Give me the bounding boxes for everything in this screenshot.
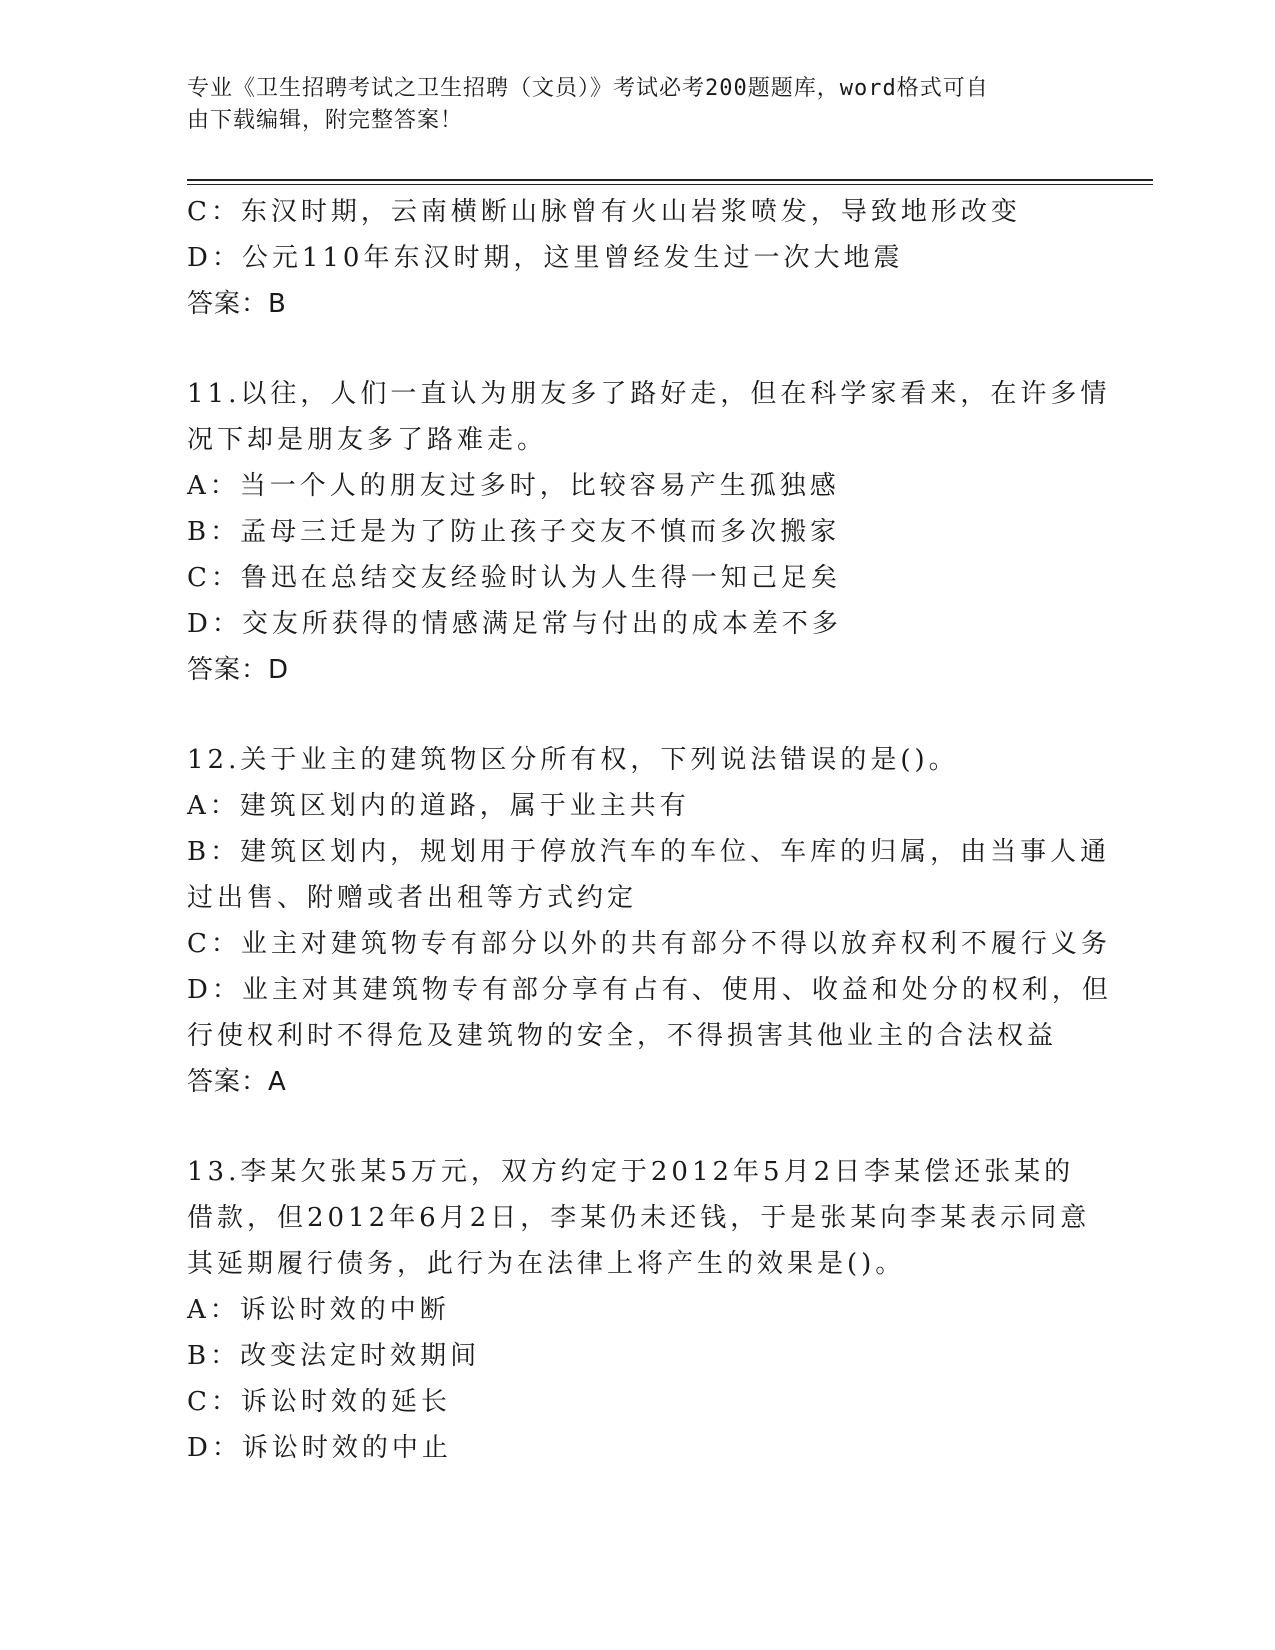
answer-line: 答案：A [187,1067,287,1097]
header-divider-thick [187,179,1153,181]
question-stem: 12.关于业主的建筑物区分所有权，下列说法错误的是()。 [187,745,959,775]
option-a: A：建筑区划内的道路，属于业主共有 [187,791,690,821]
question-stem: 11.以往，人们一直认为朋友多了路好走，但在科学家看来，在许多情 [187,379,1111,409]
option-d: D：业主对其建筑物专有部分享有占有、使用、收益和处分的权利，但 [187,975,1112,1005]
option-a: A：诉讼时效的中断 [187,1295,450,1325]
option-c: C：业主对建筑物专有部分以外的共有部分不得以放弃权利不履行义务 [187,929,1111,959]
option-c: C：鲁迅在总结交友经验时认为人生得一知己足矣 [187,563,841,593]
question-stem: 13.李某欠张某5万元，双方约定于2012年5月2日李某偿还张某的 [187,1157,1075,1187]
question-stem: 借款，但2012年6月2日，李某仍未还钱，于是张某向李某表示同意 [187,1203,1091,1233]
question-content [187,189,1112,1471]
header-line-2: 由下载编辑，附完整答案！ [187,108,464,133]
option-b-continued: 过出售、附赠或者出租等方式约定 [187,883,638,913]
option-c: C：东汉时期，云南横断山脉曾有火山岩浆喷发，导致地形改变 [187,197,1021,227]
question-11 [187,371,1111,693]
option-d: D：诉讼时效的中止 [187,1433,452,1463]
option-d-continued: 行使权利时不得危及建筑物的安全，不得损害其他业主的合法权益 [187,1021,1058,1051]
option-c: C：诉讼时效的延长 [187,1387,451,1417]
option-b: B：改变法定时效期间 [187,1341,481,1371]
header-divider-thin [187,184,1153,185]
answer-line: 答案：B [187,289,287,319]
option-d: D：公元110年东汉时期，这里曾经发生过一次大地震 [187,243,904,273]
question-13 [187,1149,1091,1471]
option-d: D：交友所获得的情感满足常与付出的成本差不多 [187,609,842,639]
document-header [187,73,1067,137]
question-12 [187,737,1112,1105]
answer-line: 答案：D [187,655,290,685]
option-a: A：当一个人的朋友过多时，比较容易产生孤独感 [187,471,840,501]
option-b: B：孟母三迁是为了防止孩子交友不慎而多次搬家 [187,517,841,547]
question-10-tail [187,189,1087,327]
question-stem: 况下却是朋友多了路难走。 [187,425,548,455]
option-b: B：建筑区划内，规划用于停放汽车的车位、车库的归属，由当事人通 [187,837,1111,867]
header-line-1: 专业《卫生招聘考试之卫生招聘（文员）》考试必考200题题库，word格式可自 [187,76,989,101]
question-stem: 其延期履行债务，此行为在法律上将产生的效果是()。 [187,1249,906,1279]
